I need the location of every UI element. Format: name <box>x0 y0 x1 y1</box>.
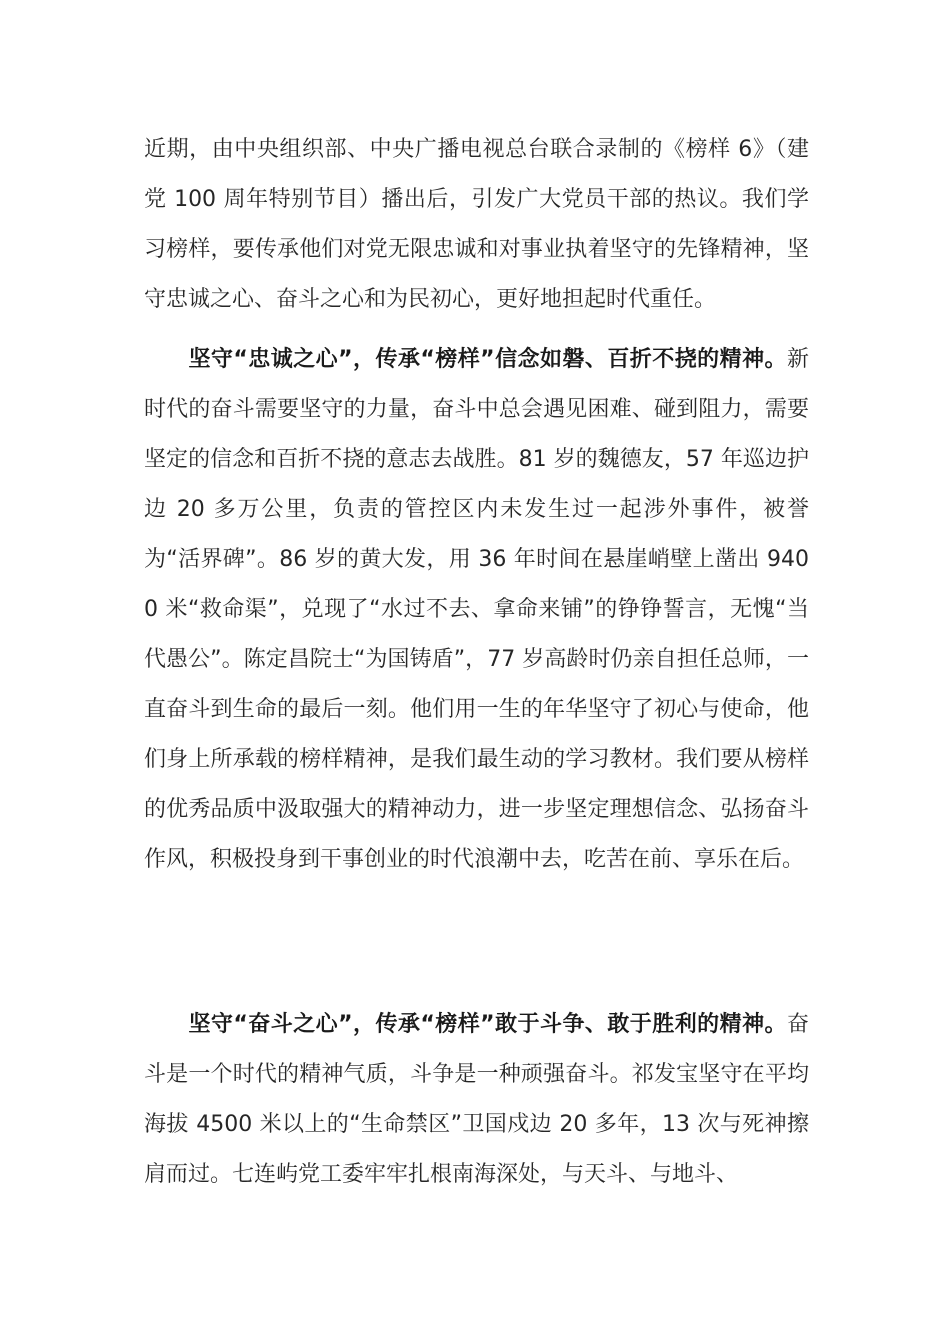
section-1-body: 新时代的奋斗需要坚守的力量，奋斗中总会遇见困难、碰到阻力，需要坚定的信念和百折不挠的意志去战胜。81 岁的魏德友，57 年巡边护边 20 多万公里，负责的管控区内未发生过一起涉外事件，被誉为“活界碑”。86 岁的黄大发，用 36 年时间在悬崖峭壁上凿出 9400 米“救命渠”，兑现了“水过不去、拿命来铺”的铮铮誓言，无愧“当代愚公”。陈定昌院士“为国铸盾”，77 岁高龄时仍亲自担任总师，一直奋斗到生命的最后一刻。他们用一生的年华坚守了初心与使命，他们身上所承载的榜样精神，是我们最生动的学习教材。我们要从榜样的优秀品质中汲取强大的精神动力，进一步坚定理想信念、弘扬奋斗作风，积极投身到干事创业的时代浪潮中去，吃苦在前、享乐在后。 <box>144 347 809 872</box>
intro-text: 近期，由中央组织部、中央广播电视总台联合录制的《榜样 6》（建党 100 周年特别节目）播出后，引发广大党员干部的热议。我们学习榜样，要传承他们对党无限忠诚和对事业执着坚守的先锋精神，坚守忠诚之心、奋斗之心和为民初心，更好地担起时代重任。 <box>144 137 809 312</box>
section-2-body: 奋斗是一个时代的精神气质，斗争是一种顽强奋斗。祁发宝坚守在平均海拔 4500 米以上的“生命禁区”卫国戍边 20 多年，13 次与死神擦肩而过。七连屿党工委牢牢扎根南海深处，与天斗、与地斗、 <box>144 1012 809 1187</box>
section-2-paragraph <box>144 1000 809 1200</box>
section-2-heading: 坚守“奋斗之心”，传承“榜样”敢于斗争、敢于胜利的精神。 <box>188 1012 787 1037</box>
section-1-heading: 坚守“忠诚之心”，传承“榜样”信念如磐、百折不挠的精神。 <box>188 347 787 372</box>
section-1-paragraph <box>144 335 809 885</box>
intro-paragraph <box>144 125 809 325</box>
